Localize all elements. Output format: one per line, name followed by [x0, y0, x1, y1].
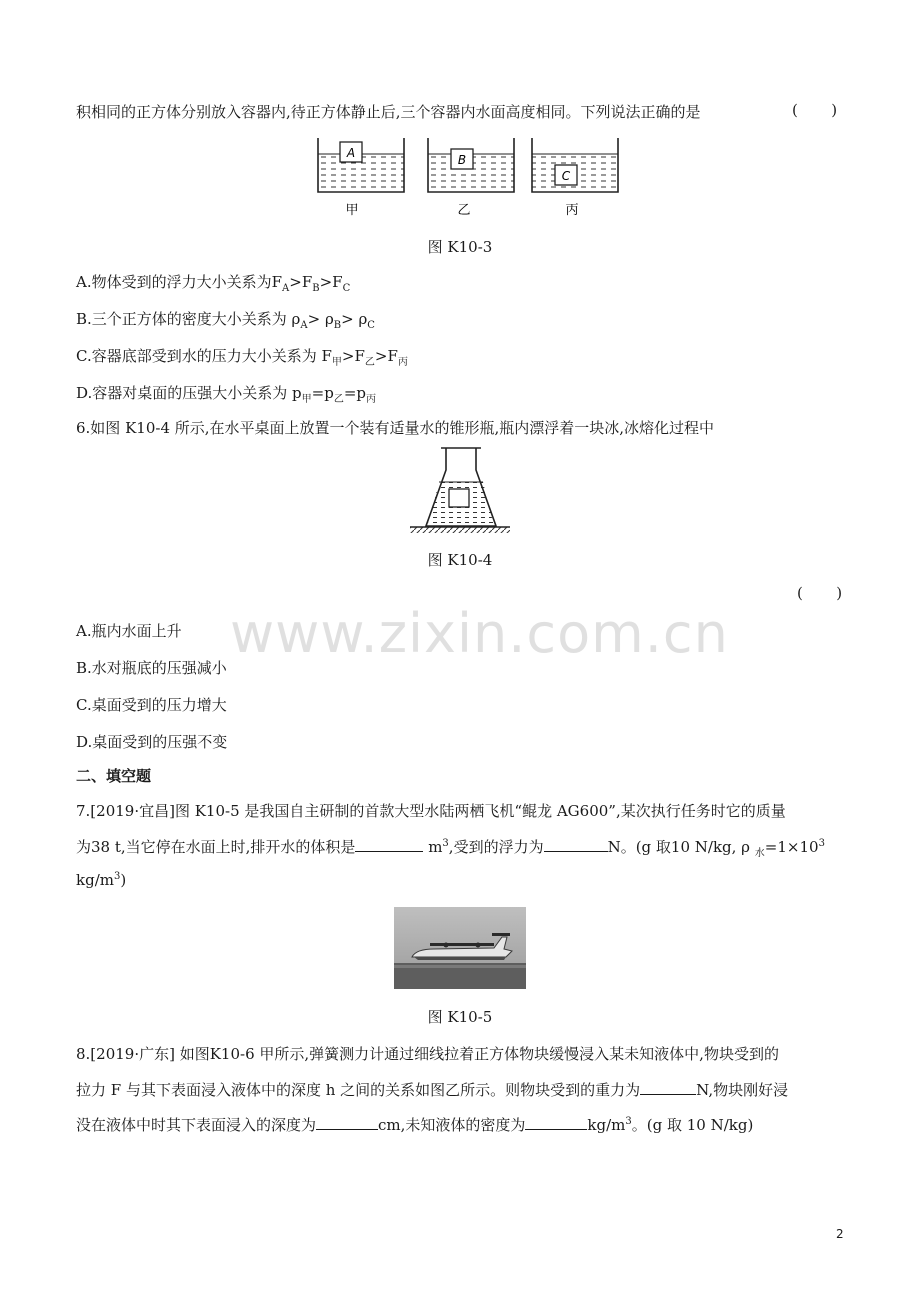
- q8-blank-density[interactable]: [525, 1115, 587, 1130]
- cube-b-label: B: [457, 153, 467, 167]
- q6-option-d: D.桌面受到的压强不变: [76, 733, 228, 751]
- q7-line-2: 为38 t,当它停在水面上时,排开水的体积是 $m^3$,受到的浮力为 N。(g 取10 N/kg, ρ $_水=1\times 10^3$: [76, 838, 825, 859]
- container-jia: [318, 138, 404, 218]
- q6-option-a: A.瓶内水面上升: [76, 622, 182, 640]
- figure-k10-4-caption: 图 K10-4: [427, 551, 493, 569]
- q8-line-2: 拉力 F 与其下表面浸入液体中的深度 h 之间的关系如图乙所示。则物块受到的重力为 N,物块刚好浸: [76, 1081, 789, 1099]
- watermark: www.zixin.com.cn: [230, 602, 729, 665]
- q5-answer-paren: ( ): [792, 101, 838, 119]
- ice-block: [449, 489, 469, 507]
- figure-k10-5-caption: 图 K10-5: [427, 1008, 493, 1026]
- q6-option-b: B.水对瓶底的压强减小: [76, 659, 227, 677]
- container-bing: [532, 138, 618, 218]
- q8-line-3: 没在液体中时其下表面浸入的深度为 cm,未知液体的密度为 $kg/m^3$。(g 取 10 N/kg): [76, 1116, 754, 1134]
- container-yi: [428, 138, 514, 218]
- q7-line-3: $kg/m^3$): [76, 871, 127, 889]
- figure-k10-4: [0, 440, 920, 540]
- q8-blank-depth[interactable]: [316, 1115, 378, 1130]
- page-number: 2: [836, 1227, 844, 1241]
- q5-intro: 积相同的正方体分别放入容器内,待正方体静止后,三个容器内水面高度相同。下列说法正确的是: [76, 103, 701, 121]
- q5-option-c: C.容器底部受到水的压力大小关系为 $F_甲>F_乙>F_丙$: [76, 347, 408, 368]
- figure-k10-3-caption: 图 K10-3: [427, 238, 493, 256]
- q8-line-1: 8.[2019·广东] 如图K10-6 甲所示,弹簧测力计通过细线拉着正方体物块缓慢浸入某未知液体中,物块受到的: [76, 1045, 779, 1063]
- q5-option-a: A.物体受到的浮力大小关系为$F_A>F_B>F_C$: [76, 273, 351, 294]
- container-jia-label: 甲: [345, 203, 359, 218]
- section-heading: 二、填空题: [76, 767, 152, 785]
- container-bing-label: 丙: [565, 203, 579, 218]
- q5-option-b: B.三个正方体的密度大小关系为 $\rho_A> \rho_B> \rho_C$: [76, 310, 375, 331]
- q8-blank-gravity[interactable]: [640, 1080, 696, 1095]
- cube-c-label: C: [561, 169, 571, 183]
- q6-stem: 6.如图 K10-4 所示,在水平桌面上放置一个装有适量水的锥形瓶,瓶内漂浮着一块冰,冰熔化过程中: [76, 419, 715, 437]
- q5-option-d: D.容器对桌面的压强大小关系为 $p_甲=p_乙=p_丙$: [76, 384, 376, 405]
- q6-answer-paren: ( ): [797, 584, 843, 602]
- cube-a-label: A: [346, 146, 356, 160]
- container-yi-label: 乙: [457, 203, 471, 218]
- q7-blank-volume[interactable]: [355, 837, 423, 852]
- q7-line-1: 7.[2019·宜昌]图 K10-5 是我国自主研制的首款大型水陆两栖飞机“鲲龙 AG600”,某次执行任务时它的质量: [76, 802, 786, 820]
- q6-option-c: C.桌面受到的压力增大: [76, 696, 227, 714]
- q7-blank-buoyancy[interactable]: [544, 837, 608, 852]
- figure-k10-5-photo: [394, 907, 526, 989]
